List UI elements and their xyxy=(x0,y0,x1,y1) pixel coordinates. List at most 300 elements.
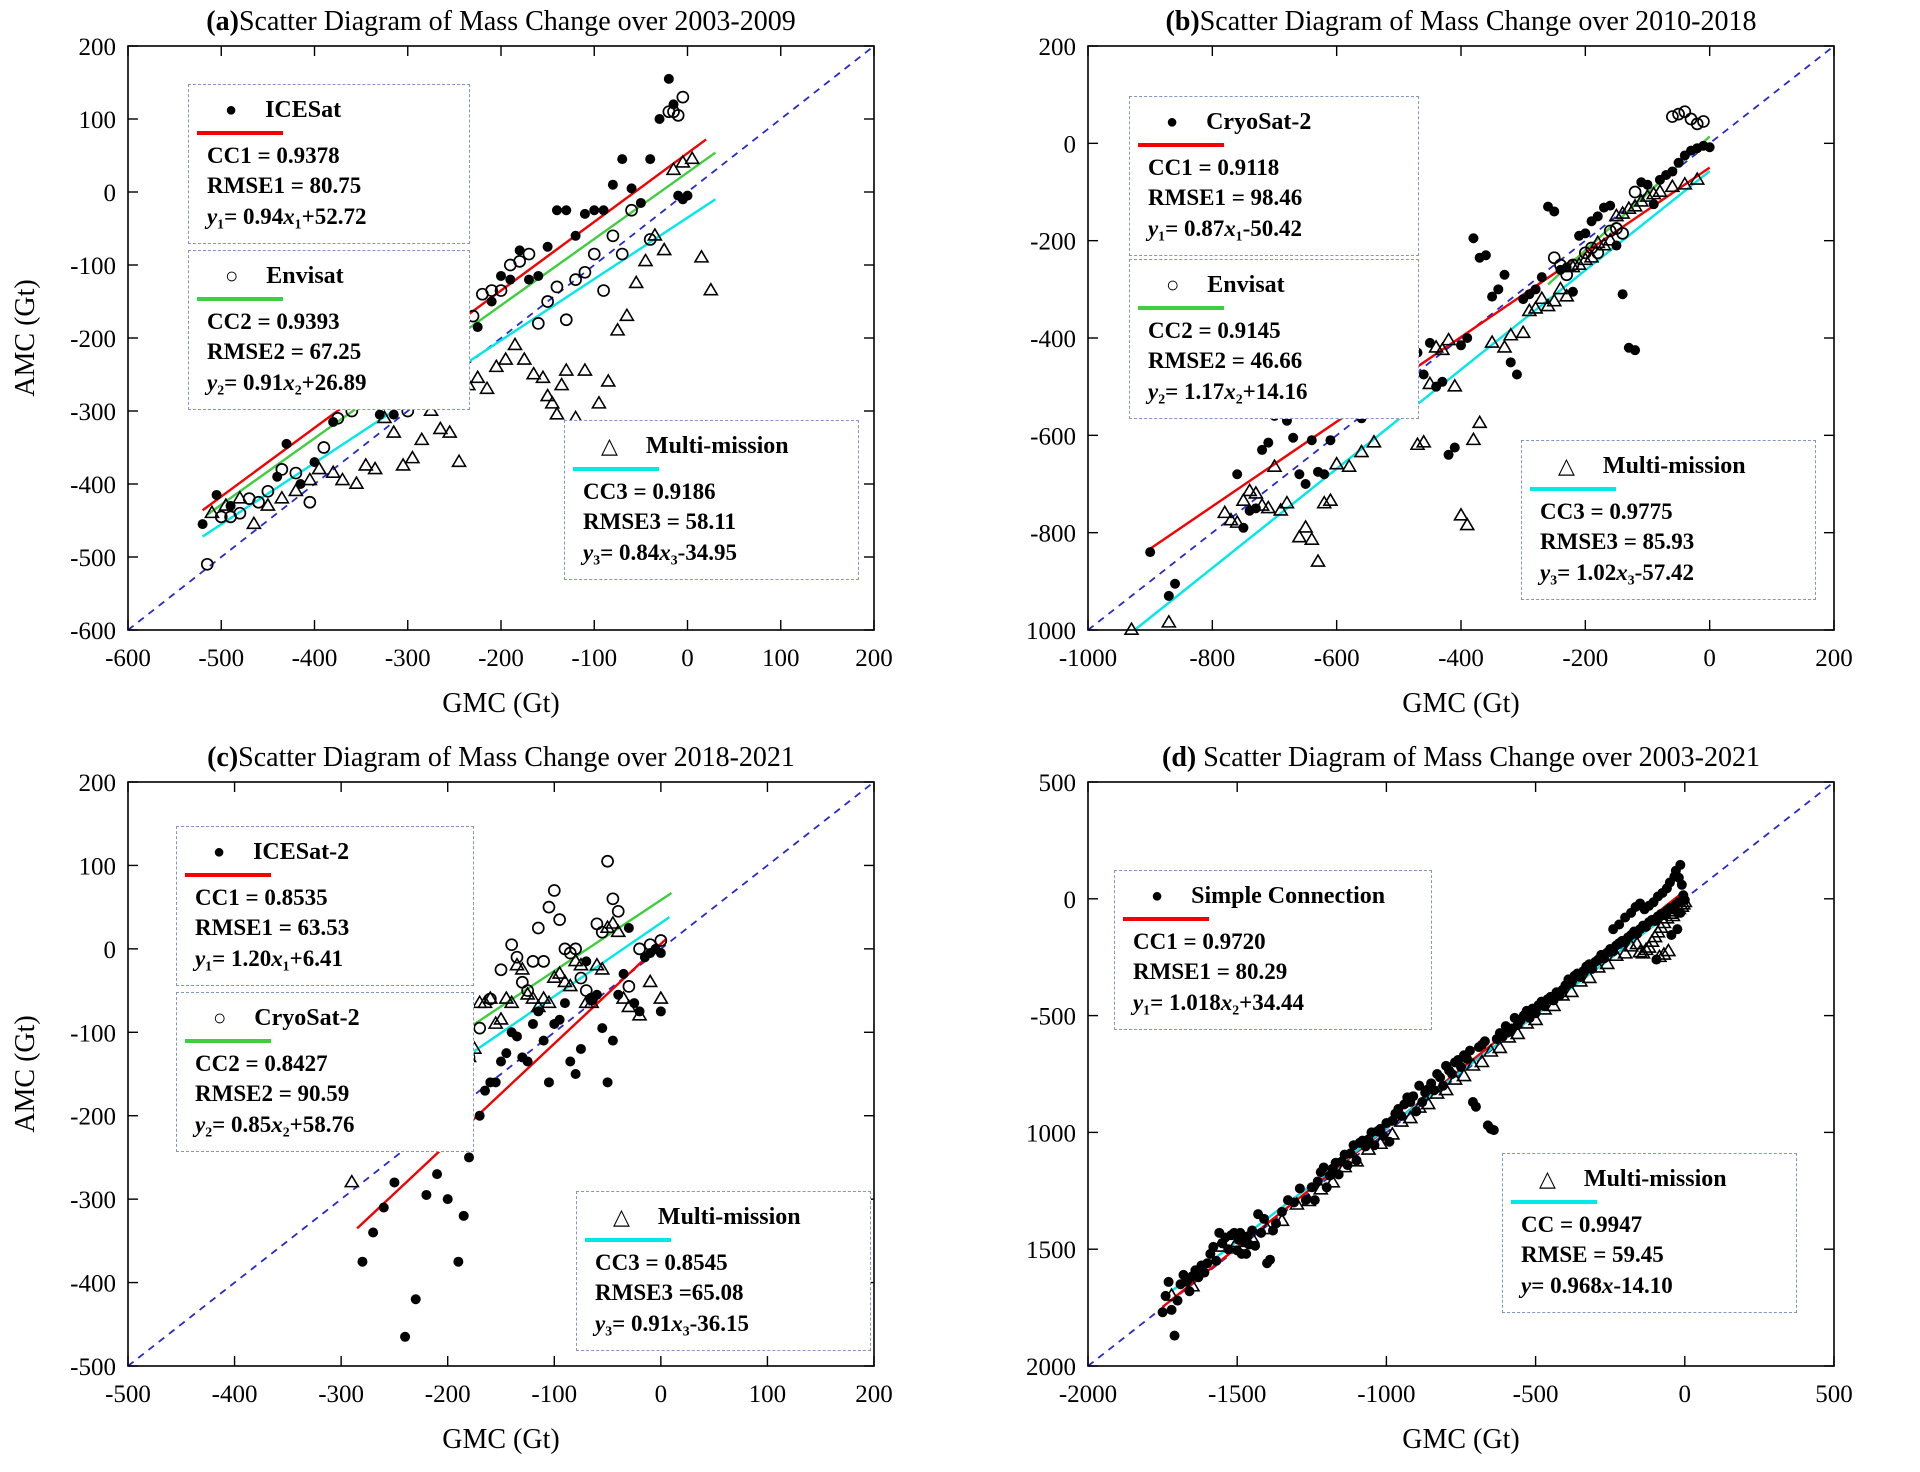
scatter-point xyxy=(677,92,688,103)
scatter-point xyxy=(475,1111,485,1121)
scatter-point xyxy=(400,1332,410,1342)
open-triangle-icon: △ xyxy=(613,1204,630,1229)
legend-fit-line-swatch xyxy=(1530,487,1616,491)
scatter-point xyxy=(387,426,400,437)
scatter-point xyxy=(1675,860,1685,870)
y-tick-label: 0 xyxy=(103,936,116,964)
scatter-point xyxy=(1232,469,1242,479)
x-tick-label: -400 xyxy=(211,1381,258,1408)
scatter-point xyxy=(544,1077,554,1087)
legend-stat-line: RMSE1 = 98.46 xyxy=(1148,185,1303,211)
scatter-point xyxy=(1164,1277,1174,1287)
x-tick-label: -600 xyxy=(105,645,151,672)
scatter-point xyxy=(579,267,590,278)
legend-stat-line: CC3 = 0.9186 xyxy=(583,478,716,504)
scatter-point xyxy=(1672,924,1682,934)
y-tick-label: 1000 xyxy=(1026,1120,1076,1148)
scatter-point xyxy=(247,517,260,528)
scatter-point xyxy=(589,249,600,260)
legend-equation: y₂= 0.85x₂+58.76 xyxy=(195,1112,355,1138)
legend-header xyxy=(1528,449,1809,483)
scatter-point xyxy=(533,318,544,329)
legend-stat-line: CC = 0.9947 xyxy=(1521,1211,1643,1237)
x-tick-label: 0 xyxy=(654,1381,668,1408)
x-tick-label: -600 xyxy=(1313,645,1360,672)
scatter-point xyxy=(580,209,590,219)
panel-title: (c)Scatter Diagram of Mass Change over 2018-2021 xyxy=(207,742,795,773)
scatter-point xyxy=(1549,206,1559,216)
legend-multi-mission xyxy=(1502,1153,1797,1313)
open-triangle-icon: △ xyxy=(1539,1166,1556,1191)
legend-stat-line: CC1 = 0.9378 xyxy=(207,142,340,168)
scatter-point xyxy=(1312,555,1325,566)
legend-equation: y₃= 1.02x₃-57.42 xyxy=(1540,560,1695,586)
scatter-point xyxy=(1630,345,1640,355)
scatter-point xyxy=(620,309,633,320)
scatter-point xyxy=(1419,370,1429,380)
scatter-point xyxy=(514,256,525,267)
x-axis-label: GMC (Gt) xyxy=(442,688,560,719)
scatter-point xyxy=(630,276,643,287)
legend-icesat xyxy=(188,84,470,244)
scatter-point xyxy=(617,154,627,164)
scatter-point xyxy=(1437,377,1447,387)
scatter-point xyxy=(571,231,581,241)
scatter-point xyxy=(1299,521,1312,532)
legend-multi-mission xyxy=(1521,440,1816,600)
legend-icesat-2 xyxy=(176,826,474,986)
scatter-point xyxy=(1531,284,1541,294)
y-tick-label: -300 xyxy=(70,399,116,426)
legend-fit-line-swatch xyxy=(1511,1200,1597,1204)
y-tick-label: 500 xyxy=(1038,770,1076,797)
scatter-point xyxy=(415,433,428,444)
y-tick-label: 200 xyxy=(1038,34,1076,61)
legend-header xyxy=(183,835,467,869)
scatter-point xyxy=(345,1176,358,1187)
scatter-point xyxy=(1325,435,1335,445)
x-tick-label: -500 xyxy=(198,645,245,672)
scatter-point xyxy=(327,466,340,477)
scatter-point xyxy=(389,1177,399,1187)
scatter-point xyxy=(1170,579,1180,589)
x-tick-label: 0 xyxy=(1703,645,1716,672)
y-tick-label: -400 xyxy=(70,472,116,499)
legend-simple-connection xyxy=(1114,870,1432,1030)
legend-stat-line: RMSE3 =65.08 xyxy=(595,1280,744,1306)
scatter-point xyxy=(623,981,634,992)
scatter-point xyxy=(282,439,292,449)
scatter-point xyxy=(543,242,553,252)
scatter-point xyxy=(499,353,512,364)
scatter-point xyxy=(501,1048,511,1058)
y-tick-label: -200 xyxy=(1030,228,1076,256)
x-tick-label: 200 xyxy=(855,645,893,672)
x-tick-label: -100 xyxy=(571,645,618,672)
y-tick-label: -100 xyxy=(70,253,116,280)
x-tick-label: -2000 xyxy=(1058,1381,1118,1408)
scatter-point xyxy=(421,1190,431,1200)
legend-series-label: CryoSat-2 xyxy=(254,1004,360,1031)
scatter-point xyxy=(1662,945,1675,956)
y-tick-label: 0 xyxy=(103,180,116,207)
x-tick-label: 100 xyxy=(748,1381,787,1408)
legend-fit-line-swatch xyxy=(1138,306,1224,310)
legend-stat-line: RMSE1 = 80.75 xyxy=(207,173,362,199)
scatter-point xyxy=(1473,416,1486,427)
legend-series-label: Multi-mission xyxy=(1583,1165,1727,1192)
legend-stats xyxy=(195,141,463,233)
legend-series-label: Simple Connection xyxy=(1191,882,1386,909)
legend-stat-line: RMSE3 = 85.93 xyxy=(1540,529,1695,555)
legend-stats xyxy=(195,307,463,399)
scatter-point xyxy=(570,274,581,285)
legend-cryosat-2 xyxy=(176,992,474,1152)
scatter-point xyxy=(473,322,483,332)
legend-stat-line: RMSE1 = 63.53 xyxy=(195,915,350,941)
scatter-point xyxy=(357,1257,367,1267)
legend-envisat xyxy=(1129,259,1419,419)
scatter-point xyxy=(1301,479,1311,489)
panel-title: (b)Scatter Diagram of Mass Change over 2010-2018 xyxy=(1165,6,1757,37)
y-tick-label: -400 xyxy=(70,1270,116,1298)
legend-stats xyxy=(1509,1210,1790,1302)
panel-d-plot xyxy=(960,736,1920,1472)
scatter-point xyxy=(1330,458,1343,469)
scatter-point xyxy=(1295,1183,1305,1193)
legend-equation: y= 0.968x-14.10 xyxy=(1521,1273,1673,1299)
scatter-point xyxy=(644,975,657,986)
y-tick-label: 0 xyxy=(1063,886,1076,914)
scatter-point xyxy=(1162,616,1175,627)
scatter-point xyxy=(1481,250,1491,260)
legend-stats xyxy=(571,477,852,569)
legend-stats xyxy=(183,1049,467,1141)
scatter-point xyxy=(1468,233,1478,243)
x-tick-label: -1000 xyxy=(1058,645,1118,672)
scatter-point xyxy=(480,1086,490,1096)
filled-circle-icon: ● xyxy=(1151,885,1164,907)
legend-stat-line: CC1 = 0.9118 xyxy=(1148,154,1280,180)
legend-stats xyxy=(583,1248,864,1340)
legend-stat-line: CC2 = 0.9393 xyxy=(207,308,340,334)
legend-equation: y₂= 1.17x₂+14.16 xyxy=(1148,379,1308,405)
scatter-point xyxy=(552,205,562,215)
scatter-point xyxy=(1493,284,1503,294)
x-tick-label: -300 xyxy=(318,1381,365,1408)
legend-stat-line: RMSE2 = 90.59 xyxy=(195,1081,350,1107)
scatter-point xyxy=(350,477,363,488)
scatter-point xyxy=(1199,1268,1209,1278)
legend-equation: y₁= 0.87x₁-50.42 xyxy=(1148,216,1303,242)
scatter-point xyxy=(1241,1249,1251,1259)
scatter-point xyxy=(406,452,419,463)
legend-stat-line: RMSE3 = 58.11 xyxy=(583,509,737,535)
panel-c xyxy=(0,736,960,1472)
scatter-point xyxy=(1643,180,1653,190)
scatter-point xyxy=(533,271,543,281)
scatter-point xyxy=(565,1056,575,1066)
filled-circle-icon: ● xyxy=(225,99,238,121)
legend-series-label: Multi-mission xyxy=(657,1203,801,1230)
legend-stats xyxy=(183,883,467,975)
y-tick-label: 200 xyxy=(78,770,116,797)
y-tick-label: -200 xyxy=(70,1103,116,1131)
scatter-point xyxy=(528,1019,538,1029)
scatter-point xyxy=(1517,326,1530,337)
scatter-point xyxy=(656,1006,666,1016)
legend-stat-line: RMSE1 = 80.29 xyxy=(1133,959,1288,985)
legend-series-label: Envisat xyxy=(1207,271,1285,298)
x-tick-label: -200 xyxy=(424,1381,471,1408)
scatter-point xyxy=(1593,211,1603,221)
scatter-point xyxy=(560,364,573,375)
x-tick-label: -1500 xyxy=(1208,1381,1267,1408)
open-circle-icon: ○ xyxy=(1166,272,1180,297)
scatter-point xyxy=(619,969,629,979)
x-tick-label: -400 xyxy=(1438,645,1484,672)
y-tick-label: 2000 xyxy=(1026,1354,1076,1381)
scatter-point xyxy=(611,324,624,335)
scatter-point xyxy=(496,271,506,281)
scatter-point xyxy=(658,244,671,255)
scatter-point xyxy=(613,906,624,917)
x-tick-label: 200 xyxy=(1815,645,1853,672)
scatter-point xyxy=(1202,1258,1212,1268)
scatter-point xyxy=(198,519,208,529)
scatter-point xyxy=(560,998,570,1008)
scatter-point xyxy=(506,939,517,950)
legend-stat-line: CC3 = 0.9775 xyxy=(1540,498,1673,524)
x-tick-label: -200 xyxy=(1562,645,1609,672)
legend-header xyxy=(571,429,852,463)
scatter-point xyxy=(541,390,554,401)
legend-series-label: Multi-mission xyxy=(1602,452,1746,479)
scatter-point xyxy=(524,275,534,285)
legend-fit-line-swatch xyxy=(197,131,283,135)
legend-series-label: ICESat xyxy=(265,96,342,123)
x-tick-label: 200 xyxy=(855,1381,893,1408)
scatter-point xyxy=(1265,1255,1275,1265)
scatter-point xyxy=(474,1023,485,1034)
scatter-point xyxy=(664,74,674,84)
scatter-point xyxy=(592,397,605,408)
series-envisat xyxy=(1549,106,1709,280)
legend-equation: y₁= 0.94x₁+52.72 xyxy=(207,204,367,230)
scatter-point xyxy=(411,1294,421,1304)
scatter-point xyxy=(608,1036,618,1046)
scatter-point xyxy=(542,296,553,307)
y-tick-label: -500 xyxy=(70,545,116,572)
scatter-point xyxy=(1471,1102,1481,1112)
filled-circle-icon: ● xyxy=(1166,111,1179,133)
legend-envisat xyxy=(188,250,470,410)
scatter-point xyxy=(571,1069,581,1079)
scatter-point xyxy=(491,1077,501,1087)
scatter-point xyxy=(1319,1162,1329,1172)
scatter-point xyxy=(434,422,447,433)
scatter-point xyxy=(1489,1125,1499,1135)
scatter-point xyxy=(1450,443,1460,453)
legend-fit-line-swatch xyxy=(197,297,283,301)
scatter-point xyxy=(589,205,599,215)
scatter-point xyxy=(1549,252,1560,263)
y-tick-label: 200 xyxy=(78,34,116,61)
open-circle-icon: ○ xyxy=(213,1005,227,1030)
x-tick-label: 500 xyxy=(1815,1381,1853,1408)
legend-stat-line: CC1 = 0.8535 xyxy=(195,884,328,910)
y-tick-label: 100 xyxy=(78,107,116,134)
scatter-point xyxy=(603,1077,613,1087)
scatter-point xyxy=(368,1228,378,1238)
scatter-point xyxy=(1307,435,1317,445)
scatter-point xyxy=(654,992,667,1003)
scatter-point xyxy=(578,364,591,375)
scatter-point xyxy=(554,914,565,925)
legend-header xyxy=(583,1200,864,1234)
legend-stat-line: RMSE = 59.45 xyxy=(1521,1242,1664,1268)
y-axis-label: AMC (Gt) xyxy=(10,279,41,397)
scatter-point xyxy=(518,353,531,364)
legend-header xyxy=(1121,879,1425,913)
legend-header xyxy=(1136,268,1412,302)
legend-fit-line-swatch xyxy=(573,467,659,471)
scatter-point xyxy=(1448,380,1461,391)
scatter-point xyxy=(1211,1256,1221,1266)
scatter-point xyxy=(487,297,497,307)
legend-stat-line: CC2 = 0.9145 xyxy=(1148,317,1281,343)
scatter-point xyxy=(597,1023,607,1033)
x-tick-label: 0 xyxy=(1678,1381,1692,1408)
scatter-point xyxy=(527,956,538,967)
legend-equation: y₁= 1.018x₂+34.44 xyxy=(1133,990,1304,1016)
y-tick-label: -500 xyxy=(70,1354,116,1381)
scatter-point xyxy=(1158,1307,1168,1317)
legend-stats xyxy=(1528,497,1809,589)
scatter-point xyxy=(1480,1036,1490,1046)
panel-a xyxy=(0,0,960,736)
scatter-point xyxy=(471,371,484,382)
scatter-point xyxy=(389,410,399,420)
x-tick-label: -500 xyxy=(1512,1381,1559,1408)
x-tick-label: -500 xyxy=(105,1381,151,1408)
scatter-point xyxy=(1580,228,1590,238)
scatter-point xyxy=(1465,1046,1475,1056)
x-tick-label: -200 xyxy=(478,645,524,672)
legend-stats xyxy=(1136,153,1412,245)
scatter-point xyxy=(1512,370,1522,380)
scatter-point xyxy=(304,497,315,508)
scatter-point xyxy=(1618,289,1628,299)
scatter-point xyxy=(508,338,521,349)
scatter-point xyxy=(1667,167,1677,177)
legend-fit-line-swatch xyxy=(1138,143,1224,147)
y-tick-label: -300 xyxy=(70,1187,116,1215)
scatter-point xyxy=(1605,201,1615,211)
legend-multi-mission xyxy=(564,420,859,580)
scatter-point xyxy=(496,964,507,975)
scatter-point xyxy=(607,893,618,904)
x-tick-label: -800 xyxy=(1189,645,1236,672)
scatter-point xyxy=(1294,469,1304,479)
scatter-point xyxy=(636,198,646,208)
scatter-point xyxy=(1705,142,1715,152)
legend-stat-line: CC2 = 0.8427 xyxy=(195,1050,328,1076)
scatter-point xyxy=(543,902,554,913)
scatter-point xyxy=(1462,333,1472,343)
legend-equation: y₃= 0.84x₃-34.95 xyxy=(583,540,738,566)
y-tick-label: -400 xyxy=(1030,326,1076,353)
legend-series-label: CryoSat-2 xyxy=(1206,108,1312,135)
legend-stat-line: CC1 = 0.9720 xyxy=(1133,928,1266,954)
scatter-point xyxy=(1170,1331,1180,1341)
scatter-point xyxy=(523,249,534,260)
panel-b xyxy=(960,0,1920,736)
scatter-point xyxy=(551,281,562,292)
legend-header xyxy=(1509,1162,1790,1196)
legend-series-label: ICESat-2 xyxy=(253,838,350,865)
scatter-point xyxy=(1667,111,1678,122)
scatter-point xyxy=(1288,433,1298,443)
scatter-point xyxy=(555,379,568,390)
y-tick-label: -200 xyxy=(70,326,116,353)
y-tick-label: -800 xyxy=(1030,520,1076,548)
panel-title: (d) Scatter Diagram of Mass Change over 2003-2021 xyxy=(1162,742,1760,773)
scatter-point xyxy=(602,856,613,867)
scatter-point xyxy=(599,205,609,215)
scatter-point xyxy=(1506,357,1516,367)
scatter-point xyxy=(683,191,693,201)
scatter-point xyxy=(624,923,634,933)
scatter-point xyxy=(634,943,645,954)
scatter-point xyxy=(639,255,652,266)
x-axis-label: GMC (Gt) xyxy=(1402,1424,1520,1455)
legend-stat-line: RMSE2 = 67.25 xyxy=(207,339,362,365)
scatter-point xyxy=(481,382,494,393)
x-tick-label: -1000 xyxy=(1357,1381,1416,1408)
x-tick-label: 100 xyxy=(762,645,800,672)
scatter-point xyxy=(598,285,609,296)
legend-fit-line-swatch xyxy=(585,1238,671,1242)
legend-stats xyxy=(1121,927,1425,1019)
scatter-point xyxy=(576,1044,586,1054)
legend-stats xyxy=(1136,316,1412,408)
scatter-point xyxy=(1145,547,1155,557)
scatter-point xyxy=(453,1257,463,1267)
scatter-point xyxy=(212,490,222,500)
scatter-point xyxy=(1679,106,1690,117)
scatter-point xyxy=(549,885,560,896)
y-tick-label: -600 xyxy=(1030,423,1076,451)
legend-header xyxy=(1136,105,1412,139)
scatter-point xyxy=(318,442,329,453)
scatter-point xyxy=(523,1056,533,1066)
scatter-point xyxy=(1500,270,1510,280)
legend-header xyxy=(195,259,463,293)
scatter-point xyxy=(1698,116,1709,127)
legend-fit-line-swatch xyxy=(1123,917,1209,921)
y-tick-label: 1000 xyxy=(1026,618,1076,645)
scatter-point xyxy=(443,1194,453,1204)
scatter-point xyxy=(359,459,372,470)
scatter-point xyxy=(464,1152,474,1162)
scatter-point xyxy=(617,249,628,260)
y-tick-label: 100 xyxy=(78,853,116,881)
legend-series-label: Multi-mission xyxy=(645,432,789,459)
panel-b-plot xyxy=(960,0,1920,736)
scatter-point xyxy=(1537,272,1547,282)
x-tick-label: -100 xyxy=(531,1381,578,1408)
